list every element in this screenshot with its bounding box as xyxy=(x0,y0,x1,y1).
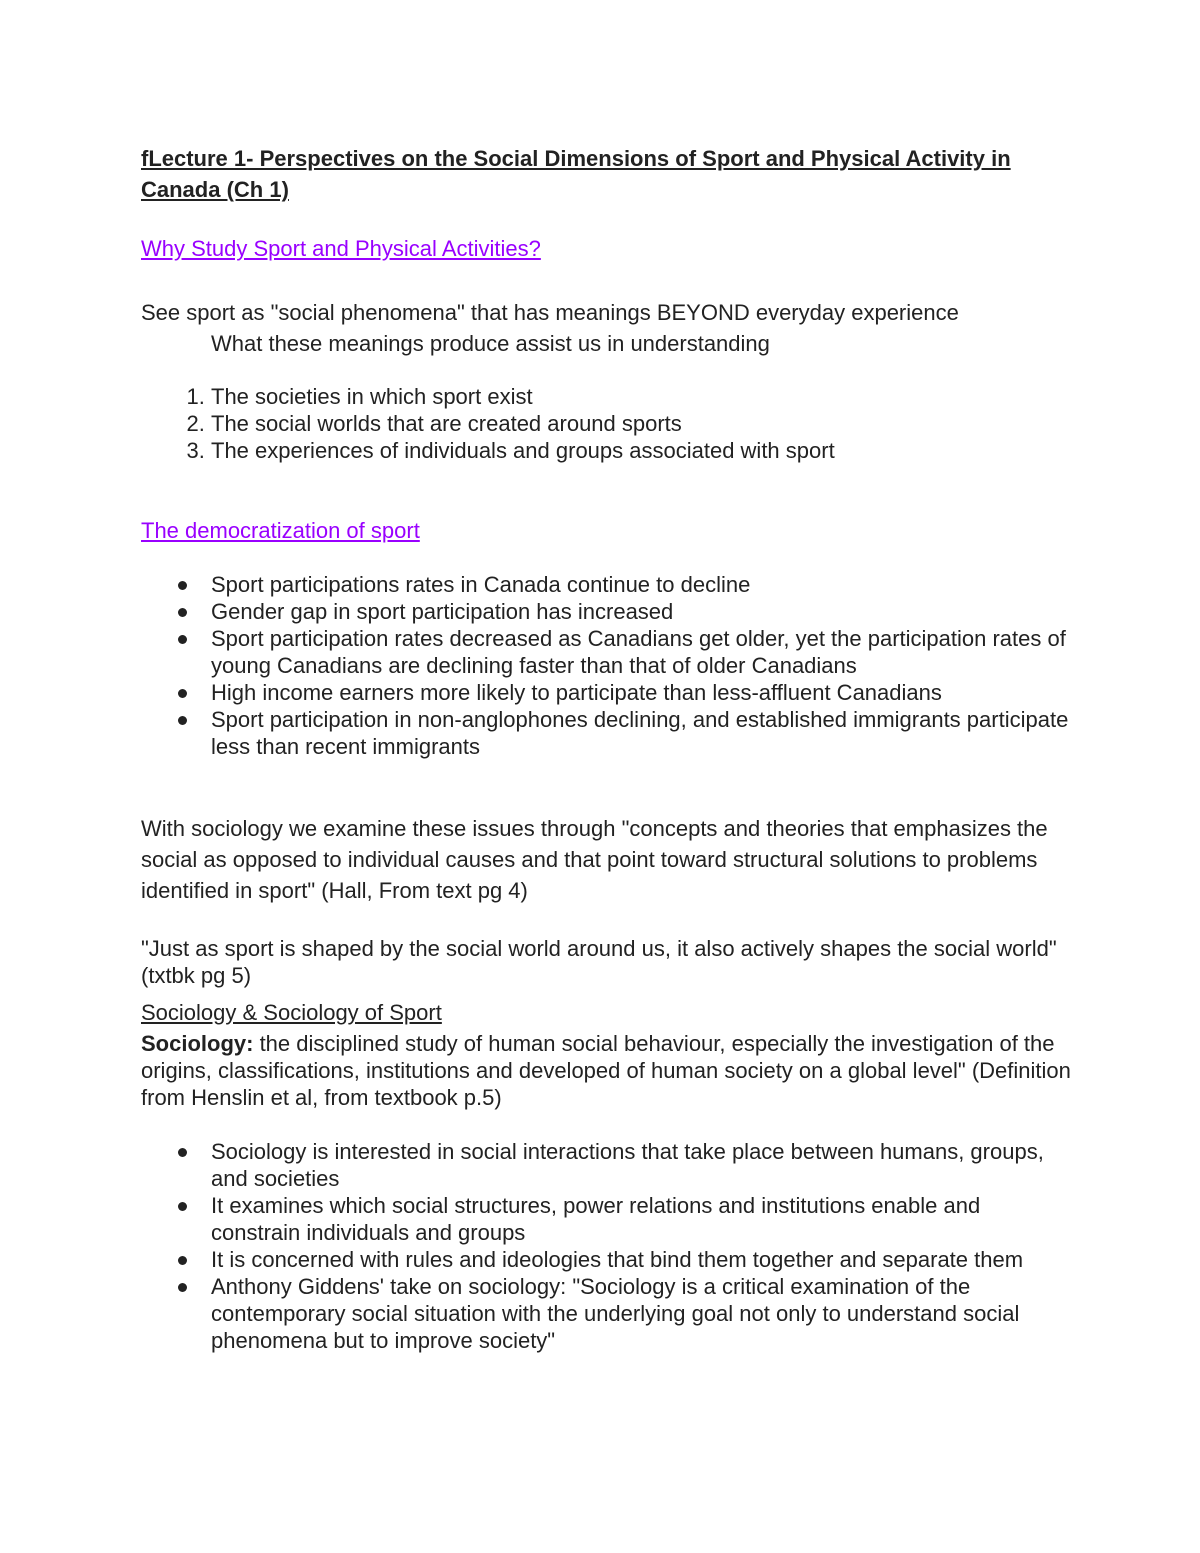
list-item: Gender gap in sport participation has increased xyxy=(211,598,1071,625)
heading-democratization[interactable]: The democratization of sport xyxy=(141,518,420,543)
bullet-icon xyxy=(178,635,187,644)
democratization-bullet-list xyxy=(141,571,1071,760)
heading-sociology-of-sport: Sociology & Sociology of Sport xyxy=(141,1000,442,1025)
document-title: fLecture 1- Perspectives on the Social Dimensions of Sport and Physical Activity in Canada (Ch 1) xyxy=(141,146,1011,202)
list-item: Sport participation rates decreased as Canadians get older, yet the participation rates of young Canadians are declining faster than that of older Canadians xyxy=(211,625,1071,679)
list-item: High income earners more likely to participate than less-affluent Canadians xyxy=(211,679,1071,706)
definition-term: Sociology: xyxy=(141,1031,254,1056)
list-item: It examines which social structures, power relations and institutions enable and constrain individuals and groups xyxy=(211,1192,1071,1246)
intro-indented-paragraph: What these meanings produce assist us in understanding xyxy=(211,331,770,356)
bullet-icon xyxy=(178,1202,187,1211)
sociology-definition xyxy=(141,1030,1071,1111)
bullet-icon xyxy=(178,581,187,590)
bullet-icon xyxy=(178,1148,187,1157)
bullet-icon xyxy=(178,716,187,725)
document-page xyxy=(141,140,1071,1354)
list-item: Sociology is interested in social interactions that take place between humans, groups, and societies xyxy=(211,1138,1071,1192)
list-item: It is concerned with rules and ideologies that bind them together and separate them xyxy=(211,1246,1071,1273)
intro-paragraph: See sport as "social phenomena" that has meanings BEYOND everyday experience xyxy=(141,300,959,325)
sociology-paragraph: With sociology we examine these issues through "concepts and theories that emphasizes the social as opposed to individual causes and that point toward structural solutions to problems identified in sport" (Hall, From text pg 4) xyxy=(141,816,1048,903)
bullet-icon xyxy=(178,1283,187,1292)
list-item: 2. The social worlds that are created around sports xyxy=(211,410,1071,437)
list-item: Anthony Giddens' take on sociology: "Sociology is a critical examination of the contemporary social situation with the underlying goal not only to understand social phenomena but to improve society" xyxy=(211,1273,1071,1354)
list-item: 3. The experiences of individuals and groups associated with sport xyxy=(211,437,1071,464)
list-item: Sport participation in non-anglophones declining, and established immigrants participate less than recent immigrants xyxy=(211,706,1071,760)
definition-text: the disciplined study of human social behaviour, especially the investigation of the origins, classifications, institutions and developed of human society on a global level" (Definition from Henslin et al, from textbook p.5) xyxy=(141,1031,1071,1110)
textbook-quote: "Just as sport is shaped by the social world around us, it also actively shapes the social world" (txtbk pg 5) xyxy=(141,936,1057,988)
understanding-list xyxy=(141,383,1071,464)
heading-why-study[interactable]: Why Study Sport and Physical Activities? xyxy=(141,236,541,261)
list-item: Sport participations rates in Canada continue to decline xyxy=(211,571,1071,598)
list-item: 1. The societies in which sport exist xyxy=(211,383,1071,410)
bullet-icon xyxy=(178,1256,187,1265)
bullet-icon xyxy=(178,608,187,617)
bullet-icon xyxy=(178,689,187,698)
sociology-bullet-list xyxy=(141,1138,1071,1354)
